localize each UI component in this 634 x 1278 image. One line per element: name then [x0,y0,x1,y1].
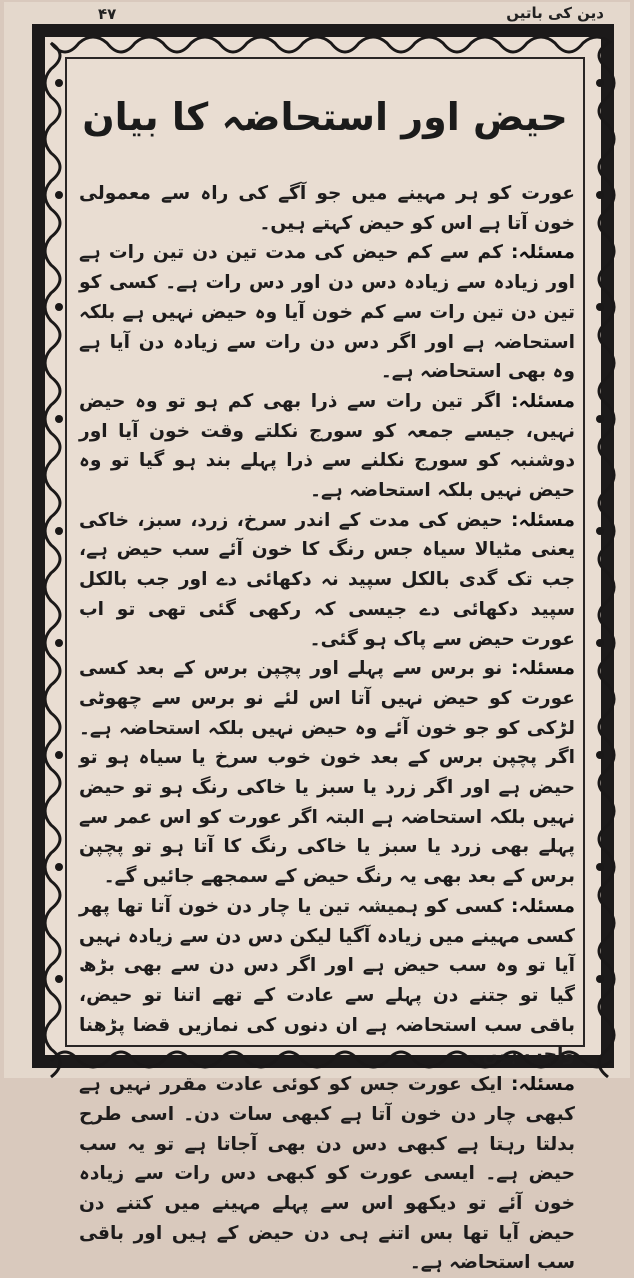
page-header [4,2,630,24]
masala-label: مسئلہ: [511,658,575,680]
running-head: دین کی باتیں [506,4,604,22]
paragraph-text: اگر تین رات سے ذرا بھی کم ہو تو وہ حیض نہیں، جیسے جمعہ کو سورج نکلتے وقت خون آیا اور دوشنبہ کو سورج نکلنے سے ذرا پہلے بند ہو گیا تو وہ حیض نہیں بلکہ استحاضہ ہے۔ [79,390,575,502]
paragraph-masala-2 [79,387,575,506]
masala-label: مسئلہ: [511,1074,575,1096]
paragraph-masala-1 [79,238,575,387]
book-page [4,2,630,1274]
paragraph-text: کم سے کم حیض کی مدت تین دن تین رات ہے اور زیادہ سے زیادہ دس دن اور دس رات ہے۔ کسی کو تین دن تین رات سے کم خون آیا وہ حیض نہیں ہے بلکہ استحاضہ ہے اور اگر دس دن رات سے زیادہ دن آیا ہے وہ بھی استحاضہ ہے۔ [79,242,575,383]
paragraph-intro [79,179,575,238]
page-title: حیض اور استحاضہ کا بیان [82,95,568,139]
page-number: ۴۷ [98,5,117,23]
paragraph-text: کسی کو ہمیشہ تین یا چار دن خون آتا تھا پھر کسی مہینے میں زیادہ آگیا لیکن دس دن سے زیادہ نہیں آیا تو وہ سب حیض ہے اور اگر دس دن سے بھی بڑھ گیا تو جتنے دن پہلے سے عادت کے تھے اتنا تو حیض، باقی سب استحاضہ ہے ان دنوں کی نمازیں قضا پڑھنا واجب ہیں۔ [79,895,575,1066]
paragraph-masala-5 [79,892,575,1070]
text-area [65,57,585,1274]
masala-label: مسئلہ: [511,390,575,412]
masala-label: مسئلہ: [511,242,575,264]
ornamental-border [32,24,614,1274]
paragraph-text: حیض کی مدت کے اندر سرخ، زرد، سبز، خاکی یعنی مٹیالا سیاہ جس رنگ کا خون آئے سب حیض ہے، جب تک گدی بالکل سپید نہ دکھائی دے اور جب بالکل سپید دکھائی دے جیسی کہ رکھی گئی تھی تو اب عورت حیض سے پاک ہو گئی۔ [79,509,575,650]
body-text [79,179,575,1274]
paragraph-masala-3 [79,506,575,655]
paragraph-text: عورت کو ہر مہینے میں جو آگے کی راہ سے معمولی خون آتا ہے اس کو حیض کہتے ہیں۔ [79,183,575,234]
paragraph-masala-4 [79,654,575,892]
paragraph-masala-6 [79,1070,575,1278]
paragraph-text: ایک عورت جس کو کوئی عادت مقرر نہیں ہے کبھی چار دن خون آتا ہے کبھی سات دن۔ اسی طرح بدلتا رہتا ہے کبھی دس دن بھی آجاتا ہے تو یہ سب حیض ہے۔ ایسی عورت کو کبھی دس رات سے زیادہ خون آئے تو دیکھو اس سے پہلے مہینے میں کتنے دن حیض آیا تھا بس اتنے ہی دن حیض کے ہیں اور باقی سب استحاضہ ہے۔ [79,1074,575,1274]
masala-label: مسئلہ: [511,509,575,531]
paragraph-text: نو برس سے پہلے اور پچپن برس کے بعد کسی عورت کو حیض نہیں آتا اس لئے نو برس سے چھوٹی لڑکی کو جو خون آئے وہ حیض نہیں بلکہ استحاضہ ہے۔ اگر پچپن برس کے بعد خون خوب سرخ یا سیاہ ہو تو حیض ہے اور اگر زرد یا سبز یا خاکی رنگ ہو تو حیض نہیں بلکہ استحاضہ ہے البتہ اگر عورت کو اس عمر سے پہلے بھی زرد یا سبز یا خاکی رنگ کا آتا ہو تو پچپن برس کے بعد بھی یہ رنگ حیض کے سمجھے جائیں گے۔ [79,658,575,888]
masala-label: مسئلہ: [511,895,575,917]
